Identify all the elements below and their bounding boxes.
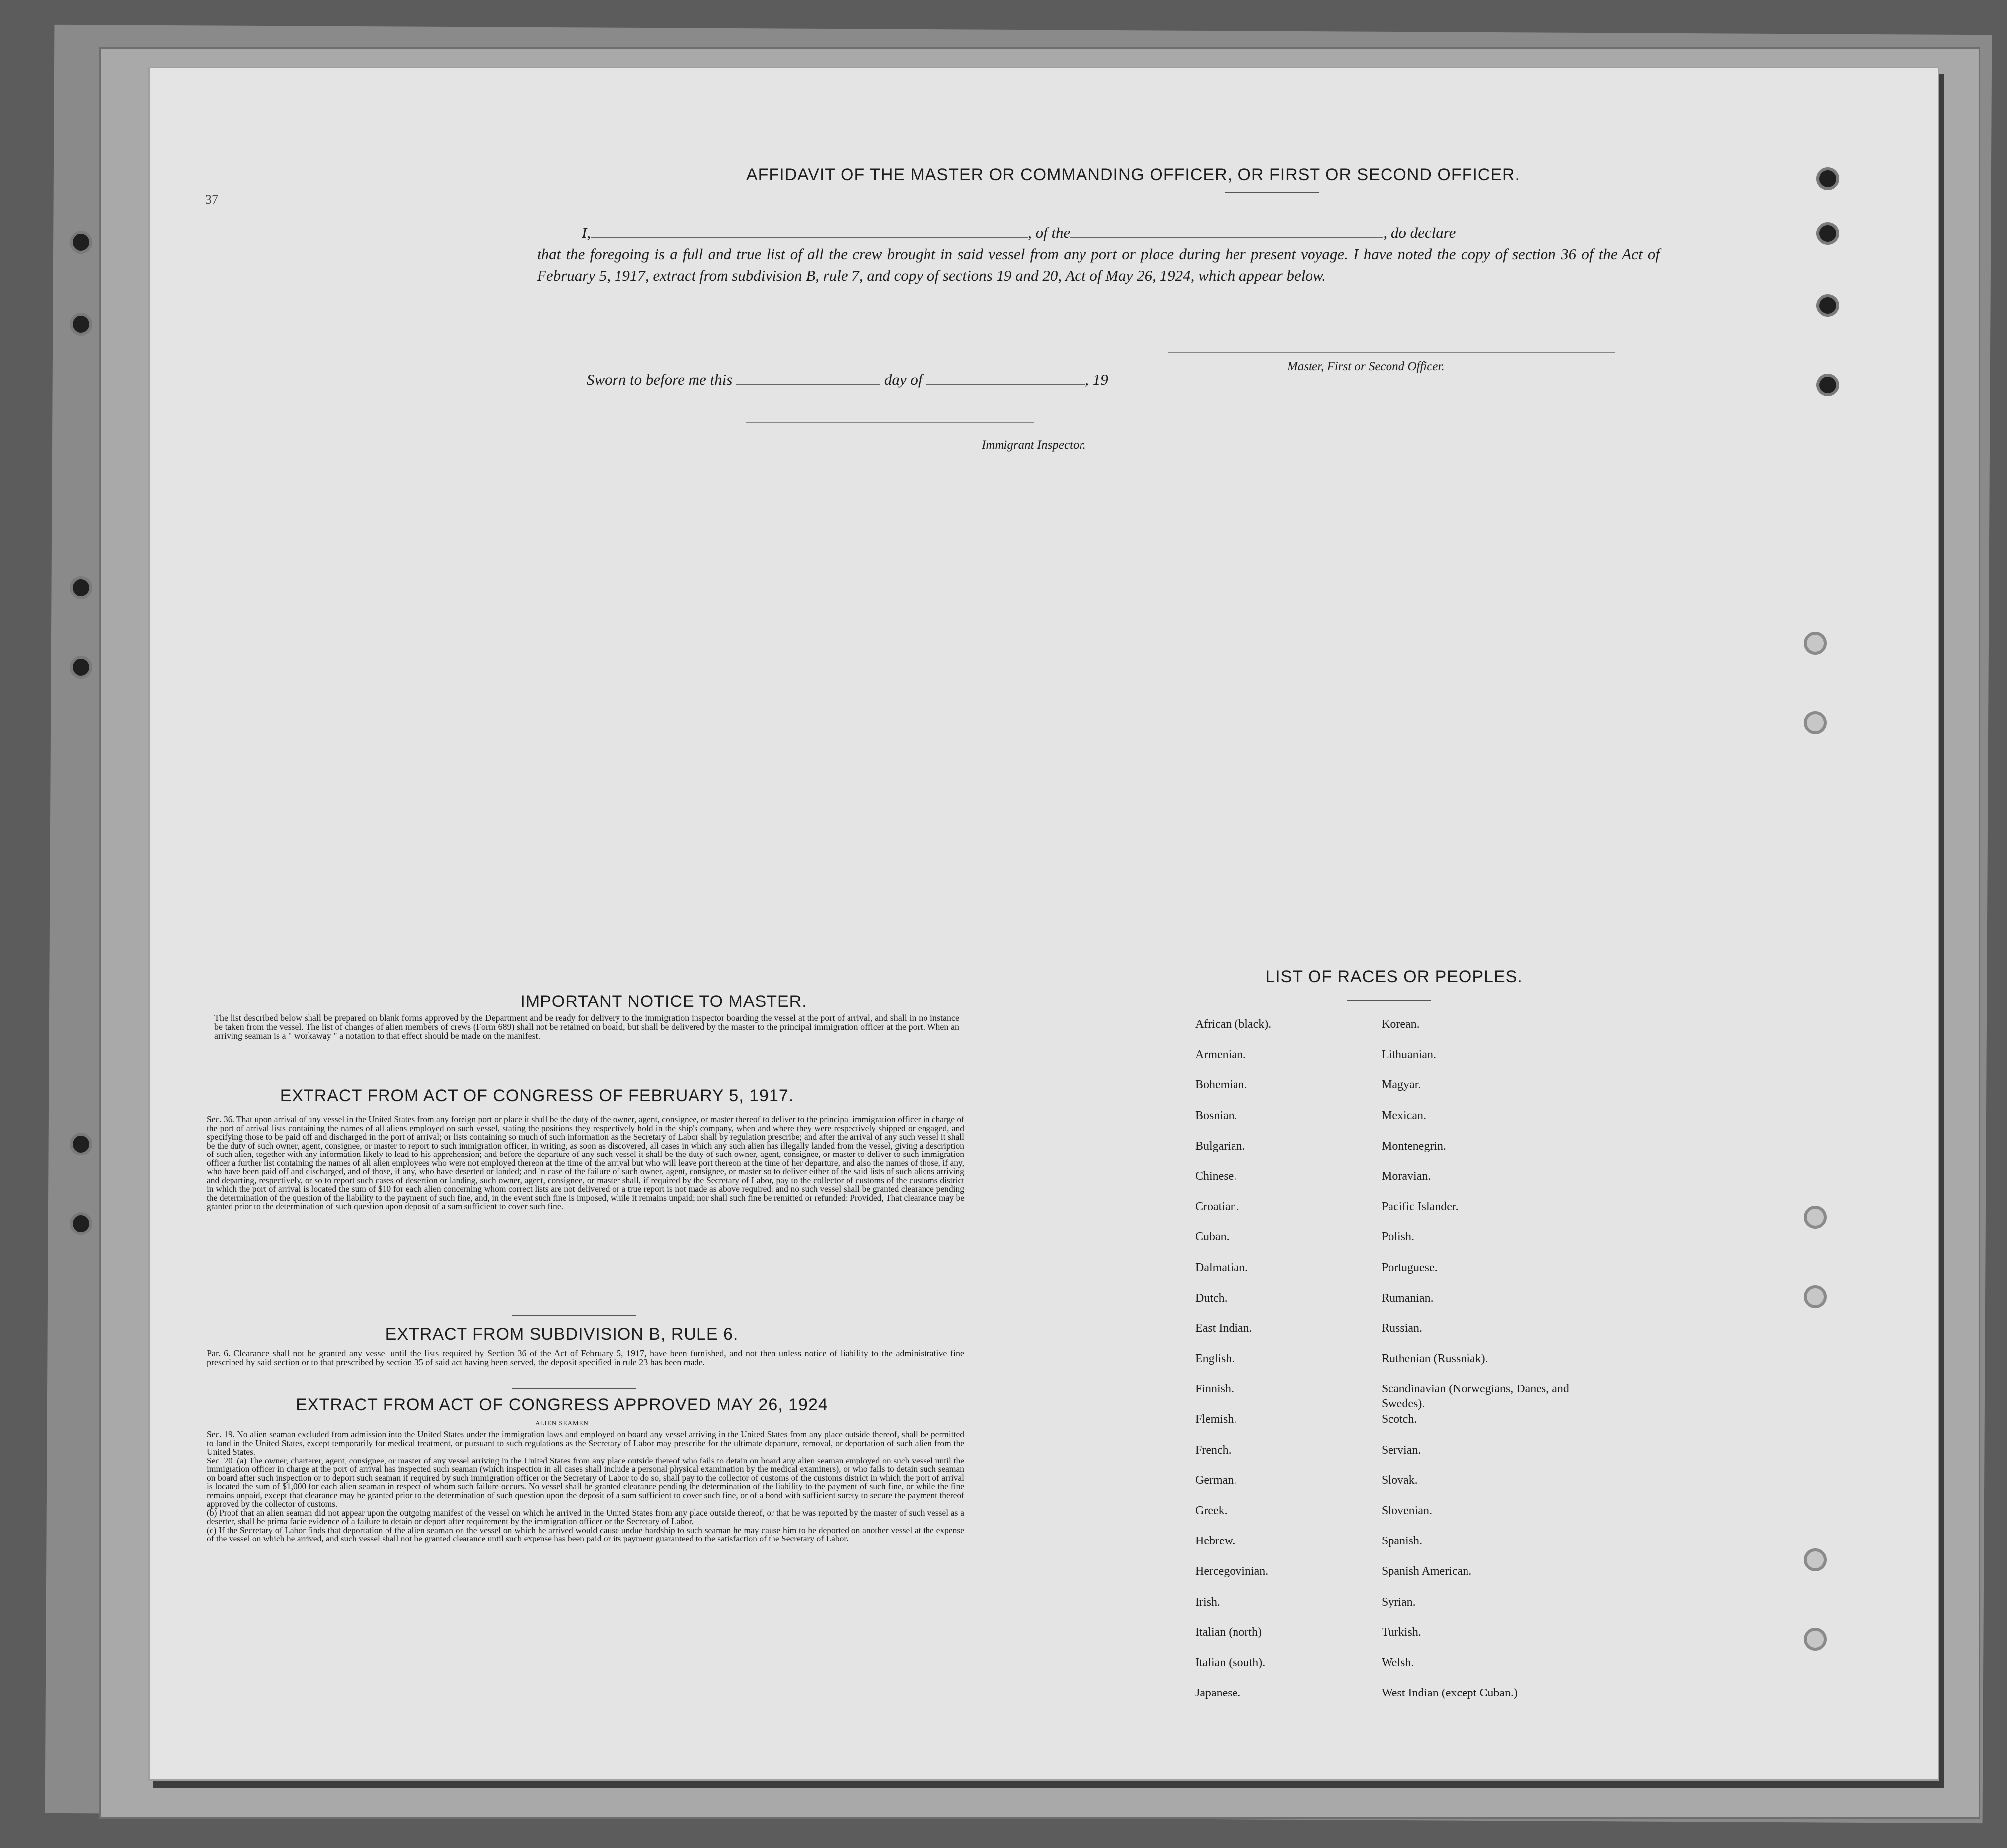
race-item: Moravian. [1382,1169,1431,1183]
race-item: Bulgarian. [1195,1139,1245,1153]
races-divider [1347,1000,1431,1001]
race-item: Armenian. [1195,1048,1246,1062]
vessel-prefix: , of the [1028,224,1071,241]
inspector-label: Immigrant Inspector. [982,438,1086,452]
race-item: Turkish. [1382,1625,1421,1639]
sworn-month-field[interactable] [926,370,1085,385]
race-item: Bohemian. [1195,1078,1247,1092]
race-item: Irish. [1195,1595,1220,1609]
binder-hole [70,656,92,679]
binder-hole [70,576,92,599]
notice-title: IMPORTANT NOTICE TO MASTER. [520,992,807,1011]
race-item: Scandinavian (Norwegians, Danes, and Swedes). [1382,1383,1569,1411]
race-item: Spanish American. [1382,1565,1472,1578]
race-item: Pacific Islander. [1382,1200,1459,1214]
race-item: Japanese. [1195,1687,1241,1700]
race-item: Lithuanian. [1382,1048,1436,1062]
race-item: Polish. [1382,1231,1415,1244]
race-item: Korean. [1382,1018,1420,1031]
vessel-name-field[interactable] [1070,223,1383,238]
race-item: Magyar. [1382,1078,1421,1092]
affidavit-body [537,222,1660,286]
race-item: West Indian (except Cuban.) [1382,1687,1518,1700]
extract-1924-title: EXTRACT FROM ACT OF CONGRESS APPROVED MAY 26, 1924 [296,1395,828,1414]
binder-hole [1804,711,1827,734]
race-item: Spanish. [1382,1535,1423,1548]
binder-hole [1816,294,1839,317]
race-item: Finnish. [1195,1383,1235,1396]
document-page [148,67,1939,1781]
races-column-left [1195,1017,1404,1716]
declarant-name-field[interactable] [591,223,1028,238]
race-item: Slovenian. [1382,1504,1432,1517]
race-item: English. [1195,1352,1235,1366]
binder-hole [70,231,92,254]
declare-text: , do declare [1383,224,1456,241]
race-item: African (black). [1195,1018,1272,1031]
race-item: Russian. [1382,1321,1423,1335]
race-item: Greek. [1195,1504,1228,1517]
day-of-text: day of [884,371,923,388]
races-title: LIST OF RACES OR PEOPLES. [1265,967,1523,986]
race-item: French. [1195,1443,1232,1457]
race-item: Hercegovinian. [1195,1565,1269,1578]
race-item: German. [1195,1473,1237,1487]
race-item: Ruthenian (Russniak). [1382,1352,1488,1366]
binder-hole [1816,222,1839,245]
sworn-text: Sworn to before me this [587,371,733,388]
year-prefix: , 19 [1085,371,1108,388]
sworn-line [587,370,1108,388]
races-column-right [1382,1017,1615,1716]
title-divider [1225,192,1319,193]
section-divider [512,1388,636,1389]
notice-body: The list described below shall be prepared on blank forms approved by the Department and be ready for delivery to the immigration inspector boarding the vessel at the port of arrival, and shall in no instance be taken from the vessel. The list of changes of alien members of crews (Form 689) shall not be retained on board, but shall be delivered by the master to the principal immigration officer at the port. When an arriving seaman is a " workaway " a notation to that effect should be made on the manifest. [214,1013,959,1041]
binder-hole [70,1133,92,1155]
section-20a: Sec. 20. (a) The owner, charterer, agent, consignee, or master of any vessel arriving in the United States from any place outside thereof who fails to detain on board any alien seaman employed on such vessel until the immigration officer in charge at the port of arrival has inspected such seaman (which inspection in all cases shall include a personal physical examination by the medical examiners), or who fails to detain such seaman on board after such inspection or to deport such seaman if required by such immigration officer or the Secretary of Labor to do so, shall pay to the collector of customs of the customs district in which the port of arrival is located the sum of $1,000 for each alien seaman in respect of whom such failure occurs. No vessel shall be granted clearance pending the determination of the liability to the payment of such fine, or while the fine remains unpaid, except that clearance may be granted prior to the determination of such question upon the deposit of a sum sufficient to cover such fine, or of a bond with sufficient surety to secure the payment thereof approved by the collector of customs. [207,1455,964,1509]
binder-hole [1816,374,1839,396]
binder-hole [1804,632,1827,655]
binder-hole [1804,1206,1827,1229]
race-item: East Indian. [1195,1321,1252,1335]
section-20b: (b) Proof that an alien seaman did not appear upon the outgoing manifest of the vessel on which he arrived in the United States from any place outside thereof, or that he was reported by the master of such vessel as a deserter, shall be prima facie evidence of a failure to detain or deport after requirement by the immigration officer or the Secretary of Labor. [207,1507,964,1526]
declaration-line [537,222,1660,243]
master-signature-line[interactable] [1168,352,1615,353]
race-item: Mexican. [1382,1109,1426,1122]
race-item: Italian (north) [1195,1625,1262,1639]
race-item: Dutch. [1195,1291,1228,1305]
race-item: Chinese. [1195,1169,1237,1183]
extract-1917-body: Sec. 36. That upon arrival of any vessel in the United States from any foreign port or place it shall be the duty of the owner, agent, consignee, or master thereof to deliver to the principal immigration officer in charge of the port of arrival lists containing the names of all aliens employed on such vessel, stating the positions they respectively hold in the ship's company, when and where they were respectively shipped or engaged, and specifying those to be paid off and discharged in the port of arrival; or lists containing so much of such information as the Secretary of Labor shall by regulation prescribe; and after the arrival of any such vessel it shall be the duty of such owner, agent, consignee, or master to report to such immigration officer, in writing, as soon as discovered, all cases in which any such alien has illegally landed from the vessel, giving a description of such alien, together with any information likely to lead to his apprehension; and before the departure of any such vessel it shall be the duty of such owner, agent, consignee, or master to deliver to such immigration officer a further list containing the names of all alien employees who were not employed thereon at the time of the arrival but who will leave port thereon at the time of her departure, and also the names of those, if any, who have been paid off and discharged, and of those, if any, who have deserted or landed; and in case of the failure of such owner, agent, consignee, or master so to deliver either of the said lists of such aliens arriving and departing, respectively, or so to report such cases of desertion or landing, such owner, agent, consignee, or master shall, if required by the Secretary of Labor, pay to the collector of customs of the customs district in which the port of arrival is located the sum of $10 for each alien concerning whom correct lists are not delivered or a true report is not made as above required; and no such vessel shall be granted clearance pending the determination of the question of the liability to the payment of such fine, and, in the event such fine is imposed, while it remains unpaid; nor shall such fine be remitted or refunded: Provided, That clearance may be granted prior to the determination of such question upon deposit of a sum sufficient to cover such fine. [207,1114,964,1211]
race-item: Cuban. [1195,1231,1230,1244]
affidavit-statement: that the foregoing is a full and true list of all the crew brought in said vessel from any port or place during her present voyage. I have noted the copy of section 36 of the Act of February 5, 1917, extract from subdivision B, rule 7, and copy of sections 19 and 20, Act of May 26, 1924, which appear below. [537,245,1660,284]
extract-1924-subtitle: ALIEN SEAMEN [535,1419,589,1427]
race-item: Dalmatian. [1195,1261,1248,1274]
binder-hole [1804,1628,1827,1651]
extract-rule6-title: EXTRACT FROM SUBDIVISION B, RULE 6. [385,1325,739,1344]
race-item: Croatian. [1195,1200,1239,1214]
race-item: Welsh. [1382,1656,1414,1669]
extract-1917-title: EXTRACT FROM ACT OF CONGRESS OF FEBRUARY 5, 1917. [280,1086,794,1105]
extract-1924-body [207,1430,964,1543]
race-item: Scotch. [1382,1413,1417,1426]
race-item: Syrian. [1382,1595,1416,1609]
extract-rule6-body: Par. 6. Clearance shall not be granted any vessel until the lists required by Section 36 of the Act of February 5, 1917, have been furnished, and not then unless notice of liability to the administrative fine prescribed by said section or to that prescribed by section 35 of said act having been served, the deposit specified in rule 23 has been made. [207,1348,964,1367]
binder-hole [1804,1548,1827,1571]
race-item: Rumanian. [1382,1291,1434,1305]
race-item: Italian (south). [1195,1656,1266,1669]
inspector-signature-line[interactable] [746,422,1034,423]
race-item: Bosnian. [1195,1109,1237,1122]
affidavit-title: AFFIDAVIT OF THE MASTER OR COMMANDING OFFICER, OR FIRST OR SECOND OFFICER. [746,165,1521,184]
section-20c: (c) If the Secretary of Labor finds that deportation of the alien seaman on the vessel on which he arrived would cause undue hardship to such seaman he may cause him to be deported on another vessel at the expense of the vessel on which he arrived, and such vessel shall not be granted clearance until such expense has been paid or its payment guaranteed to the satisfaction of the Secretary of Labor. [207,1525,964,1543]
declarant-prefix: I, [582,224,591,241]
section-19: Sec. 19. No alien seaman excluded from admission into the United States under the immigration laws and employed on board any vessel arriving in the United States from any place outside thereof, shall be permitted to land in the United States, except temporarily for medical treatment, or pursuant to such regulations as the Secretary of Labor may prescribe for the ultimate departure, removal, or deportation of such alien from the United States. [207,1429,964,1457]
race-item: Flemish. [1195,1413,1237,1426]
master-signature-label: Master, First or Second Officer. [1287,360,1445,373]
race-item: Montenegrin. [1382,1139,1446,1153]
race-item: Hebrew. [1195,1535,1235,1548]
sworn-day-field[interactable] [736,370,880,385]
binder-hole [1804,1285,1827,1308]
race-item: Slovak. [1382,1473,1418,1487]
binder-hole [1816,167,1839,190]
race-item: Servian. [1382,1443,1421,1457]
binder-hole [70,313,92,336]
margin-number: 37 [205,192,218,207]
section-divider [512,1315,636,1316]
binder-hole [70,1212,92,1235]
race-item: Portuguese. [1382,1261,1438,1274]
